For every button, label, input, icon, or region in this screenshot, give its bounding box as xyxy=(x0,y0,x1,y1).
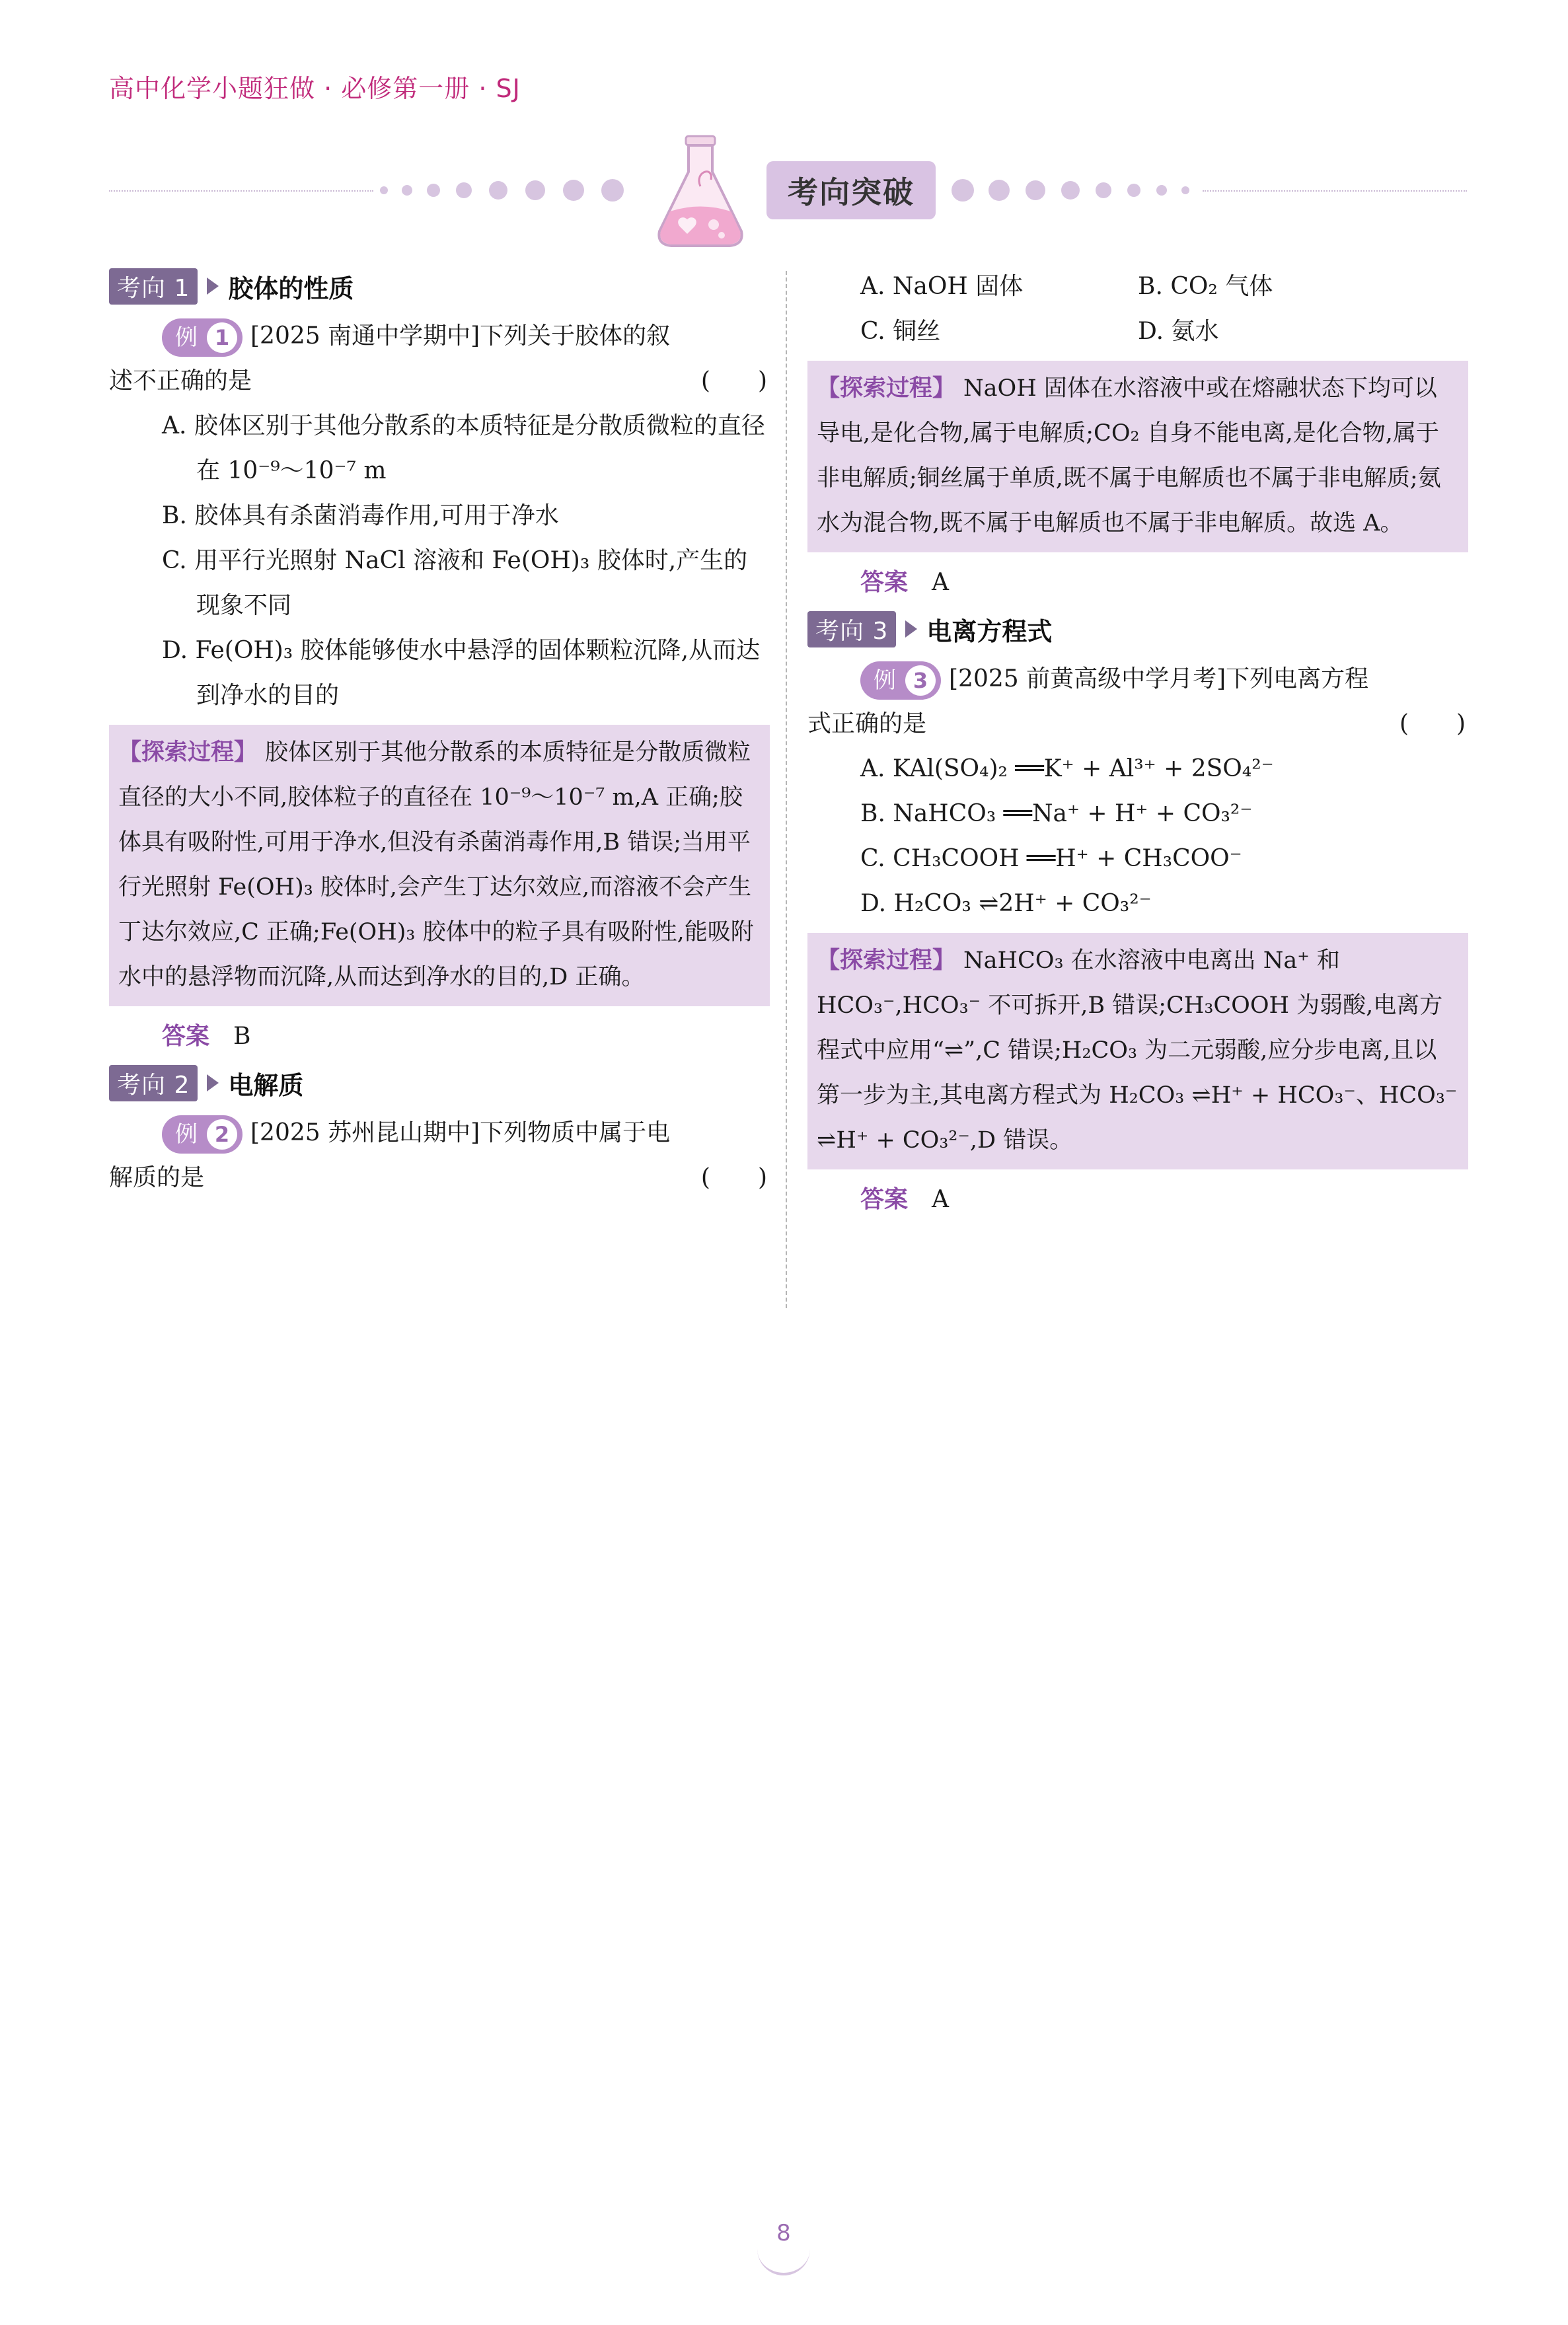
example-number: 3 xyxy=(905,665,936,696)
option-d: D. H₂CO₃ ⇌2H⁺ + CO₃²⁻ xyxy=(860,890,1152,917)
option-d: D. Fe(OH)₃ 胶体能够使水中悬浮的固体颗粒沉降,从而达到净水的目的 xyxy=(162,637,761,709)
option-a: A. NaOH 固体 xyxy=(860,273,1024,300)
answer-label: 答案 xyxy=(162,1023,210,1050)
answer-label: 答案 xyxy=(860,1186,909,1213)
explore-label: 【探索过程】 xyxy=(817,375,956,402)
explore-label: 【探索过程】 xyxy=(817,947,956,974)
explore-text: NaOH 固体在水溶液中或在熔融状态下均可以导电,是化合物,属于电解质;CO₂ 自身不能电离,是化合物,属于非电解质;铜丝属于单质,既不属于电解质也不属于非电解质;氨水为混合物,既不属于电解质也不属于非电解质。故选 A。 xyxy=(817,375,1441,536)
answer-value: A xyxy=(932,1186,950,1213)
banner-dot xyxy=(489,181,507,200)
section-title: 考向突破 xyxy=(766,161,936,219)
question-stem xyxy=(109,314,770,359)
question-text: [2025 苏州昆山期中]下列物质中属于电 xyxy=(250,1119,671,1146)
topic-heading xyxy=(109,268,770,305)
question-stem xyxy=(109,1111,770,1156)
triangle-icon xyxy=(207,1074,219,1091)
example-pill xyxy=(162,1115,243,1154)
page-number-text: 8 xyxy=(776,2220,791,2246)
topic-badge: 考向 1 xyxy=(109,268,198,305)
topic-badge: 考向 2 xyxy=(109,1065,198,1101)
page-arc-decoration xyxy=(757,2249,810,2275)
topic-heading xyxy=(807,610,1468,647)
answer-line xyxy=(807,560,1468,605)
topic-badge: 考向 3 xyxy=(807,611,896,647)
answer-value: B xyxy=(233,1023,251,1050)
answer-blank: ( ) xyxy=(1399,710,1466,737)
banner-dot xyxy=(402,185,412,196)
option-c: C. CH₃COOH ══H⁺ + CH₃COO⁻ xyxy=(860,845,1242,872)
left-column xyxy=(109,268,770,1200)
option-grid xyxy=(807,264,1468,354)
banner-dot xyxy=(1061,181,1080,200)
topic-heading xyxy=(109,1064,770,1101)
column-divider xyxy=(786,271,787,1308)
example-pill xyxy=(860,661,941,700)
question-text: 述不正确的是 xyxy=(109,367,252,394)
question-text: [2025 前黄高级中学月考]下列电离方程 xyxy=(949,665,1369,692)
example-label: 例 xyxy=(175,324,198,351)
banner-rule-left xyxy=(109,190,373,192)
banner-dot xyxy=(1026,180,1045,200)
topic-label: 电离方程式 xyxy=(926,616,1053,646)
question-stem-cont xyxy=(109,359,770,404)
page-number xyxy=(751,2220,817,2279)
option-a: A. 胶体区别于其他分散系的本质特征是分散质微粒的直径在 10⁻⁹～10⁻⁷ m xyxy=(162,412,765,484)
banner-dot xyxy=(563,180,584,201)
option-b: B. 胶体具有杀菌消毒作用,可用于净水 xyxy=(162,502,559,529)
question-text: [2025 南通中学期中]下列关于胶体的叙 xyxy=(250,322,671,350)
banner-dot xyxy=(601,179,624,202)
explore-panel xyxy=(807,933,1468,1169)
answer-label: 答案 xyxy=(860,569,909,596)
banner-dot xyxy=(1096,182,1111,198)
question-stem xyxy=(807,657,1468,702)
banner-dot xyxy=(427,184,440,197)
right-column xyxy=(807,264,1468,1228)
banner-dot xyxy=(1181,186,1189,194)
explore-text: NaHCO₃ 在水溶液中电离出 Na⁺ 和 HCO₃⁻,HCO₃⁻ 不可拆开,B 错误;CH₃COOH 为弱酸,电离方程式中应用“⇌”,C 错误;H₂CO₃ 为二元弱酸,应分步电离,且以第一步为主,其电离方程式为 H₂CO₃ ⇌H⁺ + HCO₃⁻、HCO₃⁻ ⇌H⁺ + CO₃²⁻,D 错误。 xyxy=(817,947,1458,1154)
answer-value: A xyxy=(932,569,950,596)
flask-icon xyxy=(648,132,753,251)
topic-label: 胶体的性质 xyxy=(228,274,354,303)
option-b: B. CO₂ 气体 xyxy=(1138,273,1273,300)
question-stem-cont xyxy=(807,702,1468,747)
triangle-icon xyxy=(905,620,917,638)
question-text: 式正确的是 xyxy=(807,710,927,737)
example-number: 2 xyxy=(207,1119,237,1150)
option-c: C. 铜丝 xyxy=(860,318,941,345)
banner-dot xyxy=(952,179,974,202)
option-d: D. 氨水 xyxy=(1138,318,1219,345)
option-b: B. NaHCO₃ ══Na⁺ + H⁺ + CO₃²⁻ xyxy=(860,800,1253,827)
option-a: A. KAl(SO₄)₂ ══K⁺ + Al³⁺ + 2SO₄²⁻ xyxy=(860,755,1274,782)
example-label: 例 xyxy=(874,667,896,694)
banner-dot xyxy=(456,182,472,198)
question-stem-cont xyxy=(109,1156,770,1200)
answer-blank: ( ) xyxy=(700,367,767,394)
example-number: 1 xyxy=(207,322,237,353)
topic-label: 电解质 xyxy=(228,1070,304,1100)
explore-panel xyxy=(109,725,770,1006)
option-c: C. 用平行光照射 NaCl 溶液和 Fe(OH)₃ 胶体时,产生的现象不同 xyxy=(162,547,748,619)
banner-dot xyxy=(1156,185,1167,196)
example-pill xyxy=(162,318,243,357)
explore-text: 胶体区别于其他分散系的本质特征是分散质微粒直径的大小不同,胶体粒子的直径在 10⁻⁹～10⁻⁷ m,A 正确;胶体具有吸附性,可用于净水,但没有杀菌消毒作用,B 错误;当用平行光照射 Fe(OH)₃ 胶体时,会产生丁达尔效应,而溶液不会产生丁达尔效应,C 正确;Fe(OH)₃ 胶体中的粒子具有吸附性,能吸附水中的悬浮物而沉降,从而达到净水的目的,D 正确。 xyxy=(118,739,754,990)
banner-dot xyxy=(525,180,545,200)
answer-blank: ( ) xyxy=(700,1164,767,1191)
answer-line xyxy=(109,1014,770,1059)
explore-label: 【探索过程】 xyxy=(118,739,258,766)
explore-panel xyxy=(807,361,1468,552)
triangle-icon xyxy=(207,277,219,295)
banner-dot xyxy=(1127,184,1140,197)
banner-dot xyxy=(989,180,1010,201)
running-header: 高中化学小题狂做 · 必修第一册 · SJ xyxy=(109,74,521,103)
question-text: 解质的是 xyxy=(109,1164,205,1191)
banner-rule-right xyxy=(1203,190,1467,192)
example-label: 例 xyxy=(175,1121,198,1148)
banner-dot xyxy=(380,186,388,194)
answer-line xyxy=(807,1177,1468,1222)
